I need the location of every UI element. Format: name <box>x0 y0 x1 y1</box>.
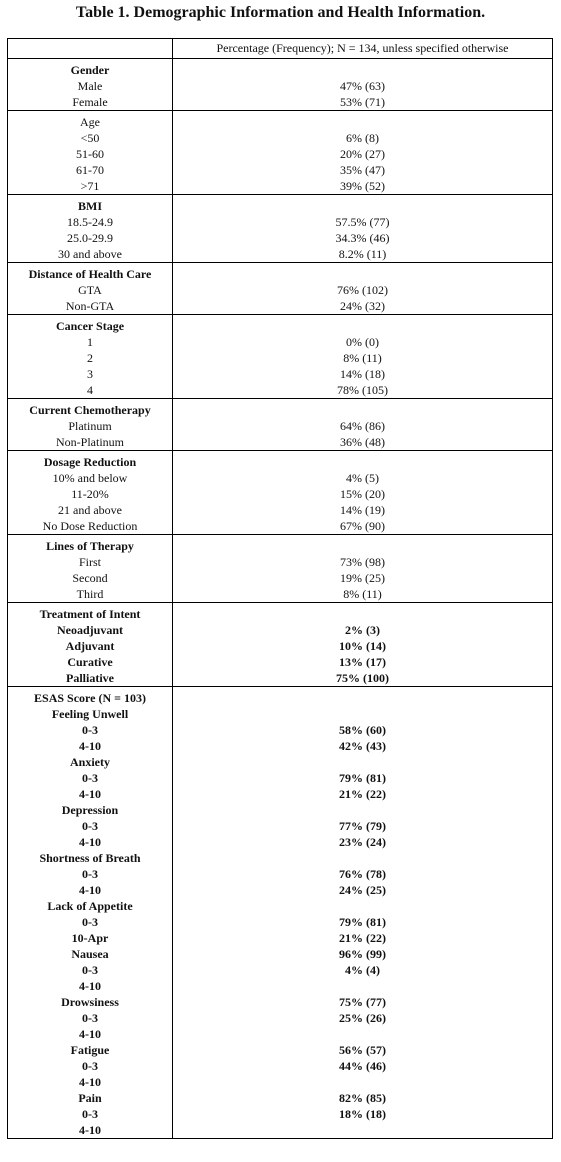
row-label: 4-10 <box>8 1074 173 1090</box>
table-row <box>8 687 553 707</box>
row-value <box>173 1074 553 1090</box>
row-label: >71 <box>8 178 173 195</box>
table-row <box>8 130 553 146</box>
row-value: 75% (100) <box>173 670 553 687</box>
row-label: Age <box>8 111 173 131</box>
table-row <box>8 586 553 603</box>
row-value: 10% (14) <box>173 638 553 654</box>
row-label: 4-10 <box>8 786 173 802</box>
row-label: 4-10 <box>8 738 173 754</box>
row-label: 3 <box>8 366 173 382</box>
row-value: 18% (18) <box>173 1106 553 1122</box>
row-value: 78% (105) <box>173 382 553 399</box>
row-value: 82% (85) <box>173 1090 553 1106</box>
row-label: 11-20% <box>8 486 173 502</box>
row-label: Non-GTA <box>8 298 173 315</box>
row-value <box>173 706 553 722</box>
row-label: Gender <box>8 59 173 79</box>
table-row <box>8 786 553 802</box>
row-label: Adjuvant <box>8 638 173 654</box>
table-row <box>8 754 553 770</box>
table-row <box>8 670 553 687</box>
row-label: Non-Platinum <box>8 434 173 451</box>
row-label: Lines of Therapy <box>8 535 173 555</box>
row-label: Dosage Reduction <box>8 451 173 471</box>
table-row <box>8 654 553 670</box>
table-row <box>8 518 553 535</box>
table-row <box>8 195 553 215</box>
row-value <box>173 315 553 335</box>
row-label: Curative <box>8 654 173 670</box>
row-label: Palliative <box>8 670 173 687</box>
table-row <box>8 535 553 555</box>
table-row <box>8 1106 553 1122</box>
table-row <box>8 470 553 486</box>
row-value: 57.5% (77) <box>173 214 553 230</box>
row-value: 14% (18) <box>173 366 553 382</box>
row-label: 0-3 <box>8 722 173 738</box>
row-value: 20% (27) <box>173 146 553 162</box>
row-label: BMI <box>8 195 173 215</box>
row-value: 14% (19) <box>173 502 553 518</box>
table-row <box>8 818 553 834</box>
table-row <box>8 263 553 283</box>
table-row <box>8 230 553 246</box>
row-value: 79% (81) <box>173 914 553 930</box>
row-value <box>173 535 553 555</box>
row-label: No Dose Reduction <box>8 518 173 535</box>
row-label: Second <box>8 570 173 586</box>
row-label: 0-3 <box>8 1058 173 1074</box>
table-row <box>8 946 553 962</box>
row-value <box>173 978 553 994</box>
table-row <box>8 802 553 818</box>
table-row <box>8 59 553 79</box>
row-label: 0-3 <box>8 818 173 834</box>
table-row <box>8 298 553 315</box>
row-label: 0-3 <box>8 1010 173 1026</box>
table-row <box>8 706 553 722</box>
table-row <box>8 834 553 850</box>
row-label: 1 <box>8 334 173 350</box>
row-value: 76% (102) <box>173 282 553 298</box>
row-label: 0-3 <box>8 1106 173 1122</box>
row-label: 0-3 <box>8 962 173 978</box>
row-value: 67% (90) <box>173 518 553 535</box>
table-row <box>8 315 553 335</box>
row-value: 47% (63) <box>173 78 553 94</box>
row-label: Lack of Appetite <box>8 898 173 914</box>
table-row <box>8 638 553 654</box>
table-row <box>8 1122 553 1139</box>
row-value <box>173 1122 553 1139</box>
row-value: 0% (0) <box>173 334 553 350</box>
table-row <box>8 451 553 471</box>
row-label: 4 <box>8 382 173 399</box>
row-value: 21% (22) <box>173 786 553 802</box>
row-label: Treatment of Intent <box>8 603 173 623</box>
row-label: Current Chemotherapy <box>8 399 173 419</box>
row-label: 4-10 <box>8 1122 173 1139</box>
row-label: 0-3 <box>8 914 173 930</box>
row-label: GTA <box>8 282 173 298</box>
table-row <box>8 1074 553 1090</box>
row-label: Nausea <box>8 946 173 962</box>
table-row <box>8 382 553 399</box>
row-value: 13% (17) <box>173 654 553 670</box>
row-value: 24% (32) <box>173 298 553 315</box>
table-row <box>8 882 553 898</box>
row-value: 23% (24) <box>173 834 553 850</box>
row-value: 39% (52) <box>173 178 553 195</box>
row-value: 19% (25) <box>173 570 553 586</box>
table-row <box>8 178 553 195</box>
table-row <box>8 78 553 94</box>
row-label: 4-10 <box>8 1026 173 1042</box>
row-label: 61-70 <box>8 162 173 178</box>
row-label: 0-3 <box>8 866 173 882</box>
row-label: 10% and below <box>8 470 173 486</box>
row-value: 21% (22) <box>173 930 553 946</box>
row-value: 73% (98) <box>173 554 553 570</box>
table-row <box>8 962 553 978</box>
row-value <box>173 1026 553 1042</box>
row-label: 21 and above <box>8 502 173 518</box>
table-row <box>8 502 553 518</box>
row-value: 53% (71) <box>173 94 553 111</box>
row-value: 42% (43) <box>173 738 553 754</box>
table-row <box>8 399 553 419</box>
table-row <box>8 1026 553 1042</box>
table-row <box>8 738 553 754</box>
row-value: 24% (25) <box>173 882 553 898</box>
row-label: First <box>8 554 173 570</box>
table-row <box>8 1090 553 1106</box>
row-value: 77% (79) <box>173 818 553 834</box>
row-value <box>173 59 553 79</box>
row-label: 30 and above <box>8 246 173 263</box>
row-label: ESAS Score (N = 103) <box>8 687 173 707</box>
row-label: Depression <box>8 802 173 818</box>
row-value <box>173 399 553 419</box>
table-row <box>8 898 553 914</box>
row-value: 8% (11) <box>173 586 553 603</box>
row-label: Female <box>8 94 173 111</box>
row-label: Male <box>8 78 173 94</box>
table-row <box>8 930 553 946</box>
header-col2: Percentage (Frequency); N = 134, unless specified otherwise <box>173 39 553 59</box>
table-row <box>8 246 553 263</box>
table-row <box>8 350 553 366</box>
row-value: 4% (4) <box>173 962 553 978</box>
table-row <box>8 1042 553 1058</box>
row-value: 44% (46) <box>173 1058 553 1074</box>
row-value: 34.3% (46) <box>173 230 553 246</box>
row-label: 2 <box>8 350 173 366</box>
row-value: 56% (57) <box>173 1042 553 1058</box>
demographic-table <box>7 38 553 1139</box>
row-label: 10-Apr <box>8 930 173 946</box>
row-label: 4-10 <box>8 978 173 994</box>
table-row <box>8 282 553 298</box>
row-value: 64% (86) <box>173 418 553 434</box>
row-value: 4% (5) <box>173 470 553 486</box>
row-label: 4-10 <box>8 834 173 850</box>
row-value <box>173 451 553 471</box>
row-value <box>173 603 553 623</box>
row-label: Drowsiness <box>8 994 173 1010</box>
row-value: 8% (11) <box>173 350 553 366</box>
row-value: 8.2% (11) <box>173 246 553 263</box>
row-value <box>173 850 553 866</box>
row-value <box>173 195 553 215</box>
row-value: 15% (20) <box>173 486 553 502</box>
row-value: 36% (48) <box>173 434 553 451</box>
table-row <box>8 850 553 866</box>
row-value <box>173 263 553 283</box>
row-label: Distance of Health Care <box>8 263 173 283</box>
table-row <box>8 994 553 1010</box>
table-row <box>8 1010 553 1026</box>
row-value: 25% (26) <box>173 1010 553 1026</box>
row-label: Anxiety <box>8 754 173 770</box>
row-label: Fatigue <box>8 1042 173 1058</box>
row-value: 2% (3) <box>173 622 553 638</box>
table-row <box>8 334 553 350</box>
row-value <box>173 111 553 131</box>
row-label: Third <box>8 586 173 603</box>
row-value: 96% (99) <box>173 946 553 962</box>
row-value <box>173 802 553 818</box>
table-row <box>8 914 553 930</box>
row-label: Shortness of Breath <box>8 850 173 866</box>
table-row <box>8 866 553 882</box>
row-value: 6% (8) <box>173 130 553 146</box>
table-row <box>8 603 553 623</box>
row-value: 79% (81) <box>173 770 553 786</box>
row-value <box>173 754 553 770</box>
table-row <box>8 434 553 451</box>
row-label: Cancer Stage <box>8 315 173 335</box>
row-label: 25.0-29.9 <box>8 230 173 246</box>
row-value <box>173 687 553 707</box>
table-title: Table 1. Demographic Information and Health Information. <box>75 4 486 21</box>
row-label: 18.5-24.9 <box>8 214 173 230</box>
row-label: 4-10 <box>8 882 173 898</box>
row-value: 75% (77) <box>173 994 553 1010</box>
table-row <box>8 214 553 230</box>
table-row <box>8 770 553 786</box>
row-label: <50 <box>8 130 173 146</box>
row-label: 51-60 <box>8 146 173 162</box>
row-value: 76% (78) <box>173 866 553 882</box>
table-row <box>8 366 553 382</box>
table-body <box>8 39 553 1139</box>
row-value: 58% (60) <box>173 722 553 738</box>
row-label: Neoadjuvant <box>8 622 173 638</box>
table-row <box>8 622 553 638</box>
table-header-row <box>8 39 553 59</box>
table-row <box>8 146 553 162</box>
table-row <box>8 978 553 994</box>
table-row <box>8 418 553 434</box>
table-row <box>8 554 553 570</box>
table-row <box>8 162 553 178</box>
table-row <box>8 1058 553 1074</box>
row-label: Pain <box>8 1090 173 1106</box>
header-col1 <box>8 39 173 59</box>
row-label: Feeling Unwell <box>8 706 173 722</box>
row-value: 35% (47) <box>173 162 553 178</box>
row-label: 0-3 <box>8 770 173 786</box>
table-row <box>8 722 553 738</box>
row-value <box>173 898 553 914</box>
table-row <box>8 486 553 502</box>
table-row <box>8 94 553 111</box>
table-row <box>8 111 553 131</box>
row-label: Platinum <box>8 418 173 434</box>
table-row <box>8 570 553 586</box>
